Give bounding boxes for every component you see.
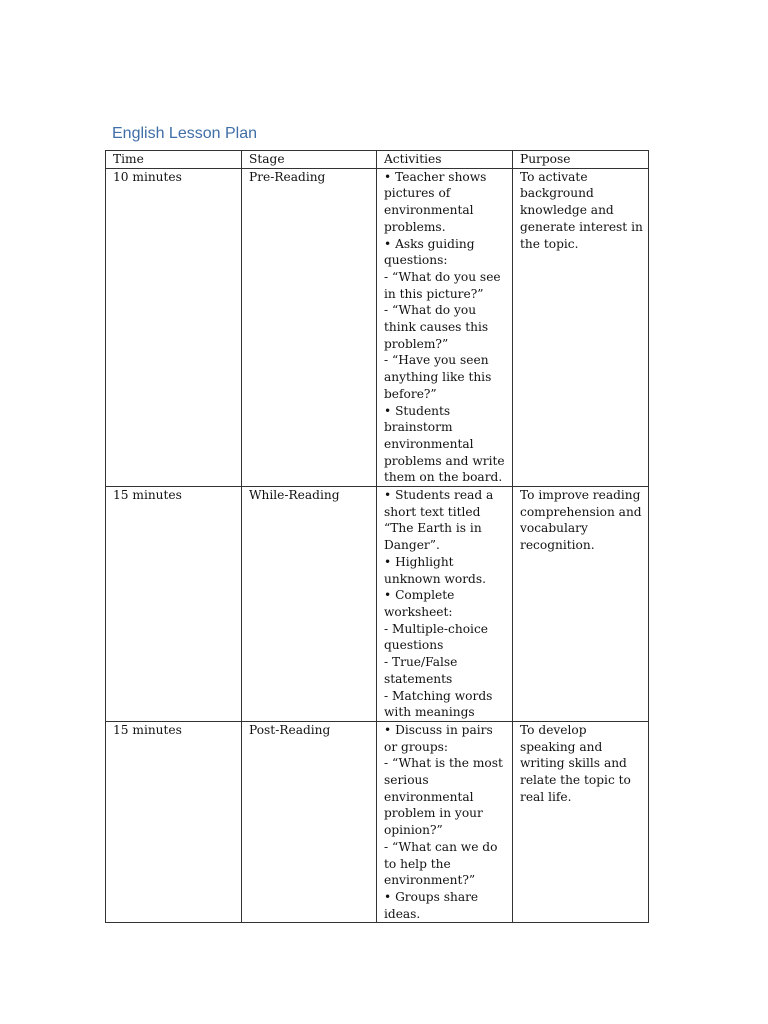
header-time: Time — [106, 151, 242, 169]
stage-cell: Post-Reading — [242, 721, 377, 922]
time-cell: 15 minutes — [106, 487, 242, 722]
header-stage: Stage — [242, 151, 377, 169]
table-row — [106, 168, 649, 486]
lesson-plan-table — [105, 150, 649, 923]
table-header-row — [106, 151, 649, 169]
purpose-cell: To improve reading comprehension and vocabulary recognition. — [513, 487, 649, 722]
time-cell: 15 minutes — [106, 721, 242, 922]
stage-cell: While-Reading — [242, 487, 377, 722]
purpose-cell: To activate background knowledge and generate interest in the topic. — [513, 168, 649, 486]
header-purpose: Purpose — [513, 151, 649, 169]
time-cell: 10 minutes — [106, 168, 242, 486]
stage-cell: Pre-Reading — [242, 168, 377, 486]
table-row — [106, 487, 649, 722]
table-row — [106, 721, 649, 922]
purpose-cell: To develop speaking and writing skills and relate the topic to real life. — [513, 721, 649, 922]
activities-cell: • Students read a short text titled “The Earth is in Danger”. • Highlight unknown words. • Complete worksheet: - Multiple-choice questions - True/False statements - Matching words with meanings — [377, 487, 513, 722]
document-title: English Lesson Plan — [112, 125, 257, 142]
activities-cell: • Teacher shows pictures of environmental problems. • Asks guiding questions: - “What do you see in this picture?” - “What do you think causes this problem?” - “Have you seen anything like this before?” • Students brainstorm environmental problems and write them on the board. — [377, 168, 513, 486]
activities-cell: • Discuss in pairs or groups: - “What is the most serious environmental problem in your opinion?” - “What can we do to help the environment?” • Groups share ideas. — [377, 721, 513, 922]
header-activities: Activities — [377, 151, 513, 169]
